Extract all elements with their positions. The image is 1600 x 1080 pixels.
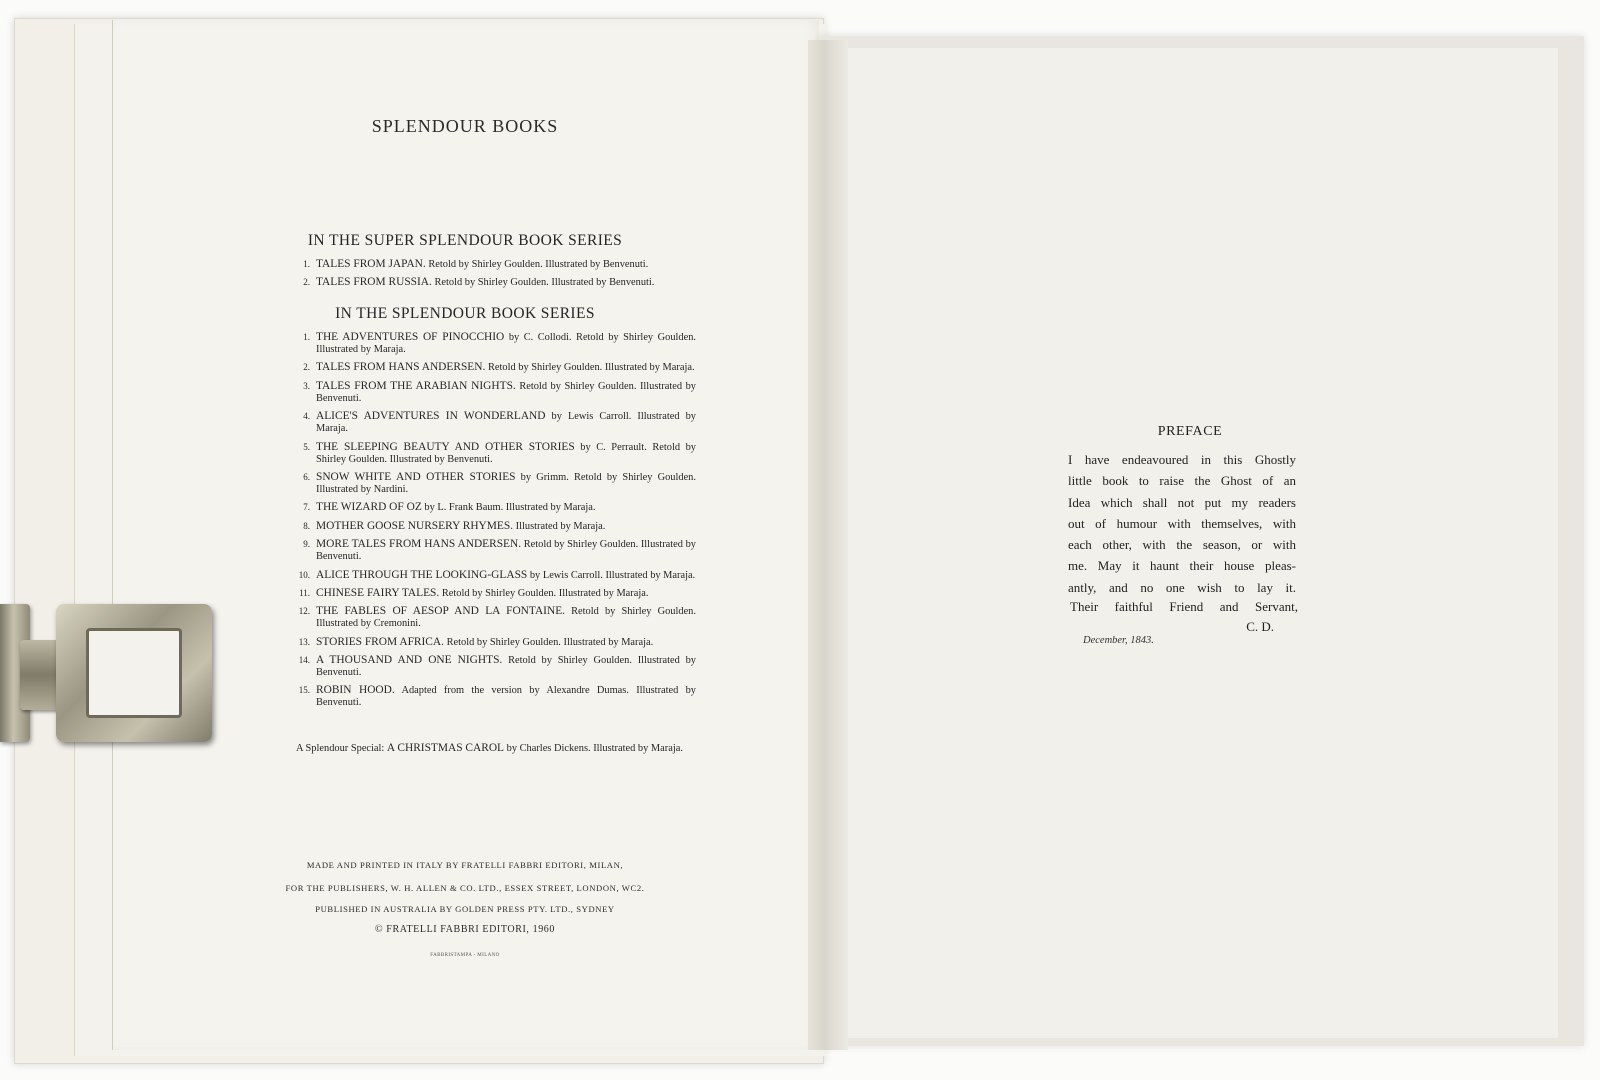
item-number: 4. bbox=[303, 411, 310, 422]
item-title: MORE TALES FROM HANS ANDERSEN. bbox=[316, 538, 522, 551]
list-item bbox=[288, 538, 696, 563]
item-credits: Retold by Shirley Goulden. Illustrated by Benvenuti. bbox=[428, 259, 649, 270]
item-title: TALES FROM HANS ANDERSEN. bbox=[316, 361, 486, 374]
list-item bbox=[288, 501, 696, 514]
list-item bbox=[288, 361, 696, 374]
special-rest: by Charles Dickens. Illustrated by Maraja. bbox=[506, 743, 683, 754]
list-item bbox=[288, 636, 696, 649]
item-credits: Adapted from the version by Alexandre Dumas. Illustrated by Benvenuti. bbox=[316, 685, 697, 709]
list-item bbox=[288, 380, 696, 405]
item-credits: by C. Perrault. Retold by Shirley Goulden. Illustrated by Benvenuti. bbox=[316, 441, 696, 465]
item-credits: by Grimm. Retold by Shirley Goulden. Illustrated by Nardini. bbox=[316, 471, 696, 495]
special-lead: A Splendour Special: bbox=[296, 743, 385, 754]
item-credits: Retold by Shirley Goulden. Illustrated by Maraja. bbox=[441, 587, 649, 599]
item-title: SNOW WHITE AND OTHER STORIES bbox=[316, 470, 516, 483]
item-title: CHINESE FAIRY TALES. bbox=[316, 586, 440, 599]
item-title: TALES FROM THE ARABIAN NIGHTS. bbox=[316, 379, 516, 392]
list-item bbox=[288, 587, 696, 600]
preface-body bbox=[1068, 449, 1296, 598]
item-number: 7. bbox=[303, 502, 310, 513]
item-credits: by C. Collodi. Retold by Shirley Goulden. Illustrated by Maraja. bbox=[316, 332, 697, 355]
list-item bbox=[288, 569, 696, 582]
item-title: ROBIN HOOD. bbox=[316, 684, 395, 697]
super-series-list bbox=[288, 258, 696, 295]
preface-date: December, 1843. bbox=[1083, 635, 1154, 646]
preface-signature bbox=[1070, 597, 1298, 637]
item-credits: Retold by Shirley Goulden. Illustrated by Maraja. bbox=[487, 362, 695, 374]
item-title: THE WIZARD OF OZ bbox=[316, 501, 422, 514]
list-item bbox=[288, 441, 696, 466]
printer-mark: FABBRISTAMPA - MILANO bbox=[430, 953, 500, 958]
item-number: 9. bbox=[303, 539, 310, 550]
item-number: 15. bbox=[298, 685, 310, 696]
item-number: 5. bbox=[303, 441, 310, 452]
item-title: STORIES FROM AFRICA. bbox=[316, 635, 444, 648]
item-title: TALES FROM RUSSIA. bbox=[316, 276, 432, 289]
special-title: A CHRISTMAS CAROL bbox=[386, 742, 505, 754]
list-item bbox=[288, 331, 696, 356]
imprint-line-1: MADE AND PRINTED IN ITALY BY FRATELLI FABBRI EDITORI, MILAN, bbox=[306, 860, 624, 870]
item-credits: Retold by Shirley Goulden. Illustrated by Benvenuti. bbox=[434, 277, 655, 289]
item-title: THE ADVENTURES OF PINOCCHIO bbox=[316, 331, 505, 343]
preface-line: each other, with the season, or with bbox=[1068, 537, 1296, 553]
signature-line-1: Their faithful Friend and Servant, bbox=[1070, 599, 1298, 614]
item-credits: by L. Frank Baum. Illustrated by Maraja. bbox=[424, 502, 596, 514]
copyright-line: © FRATELLI FABBRI EDITORI, 1960 bbox=[375, 924, 555, 935]
item-credits: Retold by Shirley Goulden. Illustrated by Benvenuti. bbox=[316, 655, 696, 679]
series-list bbox=[288, 331, 696, 715]
list-item bbox=[288, 258, 696, 271]
clip-window bbox=[86, 628, 182, 718]
preface-line: I have endeavoured in this Ghostly bbox=[1068, 452, 1296, 467]
preface-line: me. May it haunt their house pleas- bbox=[1068, 558, 1296, 574]
item-number: 8. bbox=[303, 520, 310, 531]
item-title: THE SLEEPING BEAUTY AND OTHER STORIES bbox=[316, 440, 575, 453]
preface-line: out of humour with themselves, with bbox=[1068, 515, 1296, 531]
item-number: 6. bbox=[303, 471, 310, 482]
preface-line: antly, and no one wish to lay it. bbox=[1068, 579, 1296, 595]
imprint-line-3: PUBLISHED IN AUSTRALIA BY GOLDEN PRESS PTY. LTD., SYDNEY bbox=[315, 904, 615, 914]
item-number: 10. bbox=[298, 569, 310, 580]
imprint-line-2: FOR THE PUBLISHERS, W. H. ALLEN & CO. LTD., ESSEX STREET, LONDON, WC2. bbox=[285, 883, 645, 893]
item-number: 14. bbox=[298, 655, 310, 666]
list-item bbox=[288, 654, 696, 679]
super-series-heading: IN THE SUPER SPLENDOUR BOOK SERIES bbox=[307, 232, 623, 249]
item-credits: by Lewis Carroll. Illustrated by Maraja. bbox=[529, 569, 696, 581]
item-title: THE FABLES OF AESOP AND LA FONTAINE. bbox=[316, 605, 565, 618]
clip-hinge bbox=[20, 640, 60, 710]
item-title: ALICE THROUGH THE LOOKING-GLASS bbox=[316, 568, 528, 581]
list-item bbox=[288, 276, 696, 289]
item-credits: by Lewis Carroll. Illustrated by Maraja. bbox=[316, 411, 696, 435]
preface-line: Idea which shall not put my readers bbox=[1068, 494, 1296, 510]
series-heading: IN THE SPLENDOUR BOOK SERIES bbox=[335, 305, 595, 322]
item-number: 11. bbox=[299, 587, 310, 598]
item-title: MOTHER GOOSE NURSERY RHYMES. bbox=[316, 519, 514, 532]
item-number: 2. bbox=[303, 362, 310, 373]
signature-initials: C. D. bbox=[1246, 619, 1274, 634]
item-number: 3. bbox=[303, 380, 310, 391]
item-number: 1. bbox=[303, 332, 310, 342]
list-item bbox=[288, 410, 696, 435]
item-credits: Illustrated by Maraja. bbox=[515, 520, 606, 532]
item-credits: Retold by Shirley Goulden. Illustrated by Maraja. bbox=[446, 636, 654, 648]
item-number: 13. bbox=[298, 636, 310, 647]
preface-line: little book to raise the Ghost of an bbox=[1068, 473, 1296, 489]
item-credits: Retold by Shirley Goulden. Illustrated by Benvenuti. bbox=[316, 380, 696, 404]
page-title: SPLENDOUR BOOKS bbox=[371, 116, 559, 136]
list-item bbox=[288, 471, 696, 496]
item-number: 12. bbox=[298, 606, 310, 617]
item-title: A THOUSAND AND ONE NIGHTS. bbox=[316, 654, 503, 667]
special-edition-entry bbox=[296, 742, 696, 755]
item-credits: Retold by Shirley Goulden. Illustrated by Cremonini. bbox=[316, 606, 696, 630]
list-item bbox=[288, 605, 696, 630]
item-number: 2. bbox=[303, 277, 310, 288]
item-credits: Retold by Shirley Goulden. Illustrated by Benvenuti. bbox=[316, 539, 696, 563]
item-title: ALICE'S ADVENTURES IN WONDERLAND bbox=[316, 410, 546, 423]
list-item bbox=[288, 520, 696, 533]
item-number: 1. bbox=[303, 259, 310, 269]
item-title: TALES FROM JAPAN. bbox=[316, 258, 426, 270]
preface-title: PREFACE bbox=[1157, 424, 1223, 439]
book-gutter bbox=[808, 40, 848, 1050]
list-item bbox=[288, 684, 696, 709]
